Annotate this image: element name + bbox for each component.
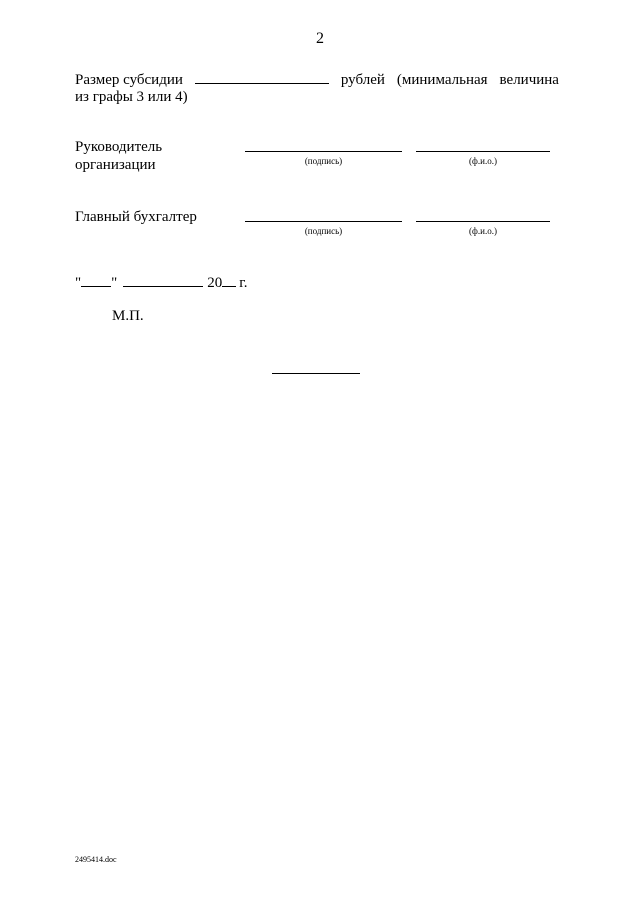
accountant-role: Главный бухгалтер <box>75 209 197 225</box>
subsidy-amount-line <box>75 70 559 89</box>
head-signature-field[interactable] <box>245 151 402 152</box>
subsidy-note-part2: величина <box>499 72 559 88</box>
footer-filename: 2495414.doc <box>75 855 117 864</box>
subsidy-label: Размер субсидии <box>75 72 183 88</box>
date-year-prefix: 20 <box>207 275 223 291</box>
accountant-name-field[interactable] <box>416 221 550 222</box>
head-role-line2: организации <box>75 157 156 173</box>
page-number: 2 <box>316 30 324 47</box>
date-year-field[interactable] <box>222 274 236 287</box>
subsidy-note-part1: (минимальная <box>396 72 488 88</box>
date-open-quote: " <box>75 275 82 291</box>
date-month-field[interactable] <box>123 274 203 287</box>
date-day-field[interactable] <box>81 274 111 287</box>
date-close-quote: " <box>111 275 118 291</box>
subsidy-currency: рублей <box>340 72 385 88</box>
stamp-place-label: М.П. <box>112 308 144 324</box>
head-name-caption: (ф.и.о.) <box>469 156 497 166</box>
head-signature-caption: (подпись) <box>304 156 343 166</box>
head-name-field[interactable] <box>416 151 550 152</box>
date-year-suffix: г. <box>239 275 248 291</box>
accountant-signature-caption: (подпись) <box>304 226 343 236</box>
date-line <box>75 274 247 292</box>
subsidy-amount-field[interactable] <box>195 70 329 84</box>
accountant-name-caption: (ф.и.о.) <box>469 226 497 236</box>
accountant-signature-field[interactable] <box>245 221 402 222</box>
document-end-rule <box>272 373 360 374</box>
head-role-line1: Руководитель <box>75 139 163 155</box>
subsidy-note-line2: из графы 3 или 4) <box>75 89 188 105</box>
